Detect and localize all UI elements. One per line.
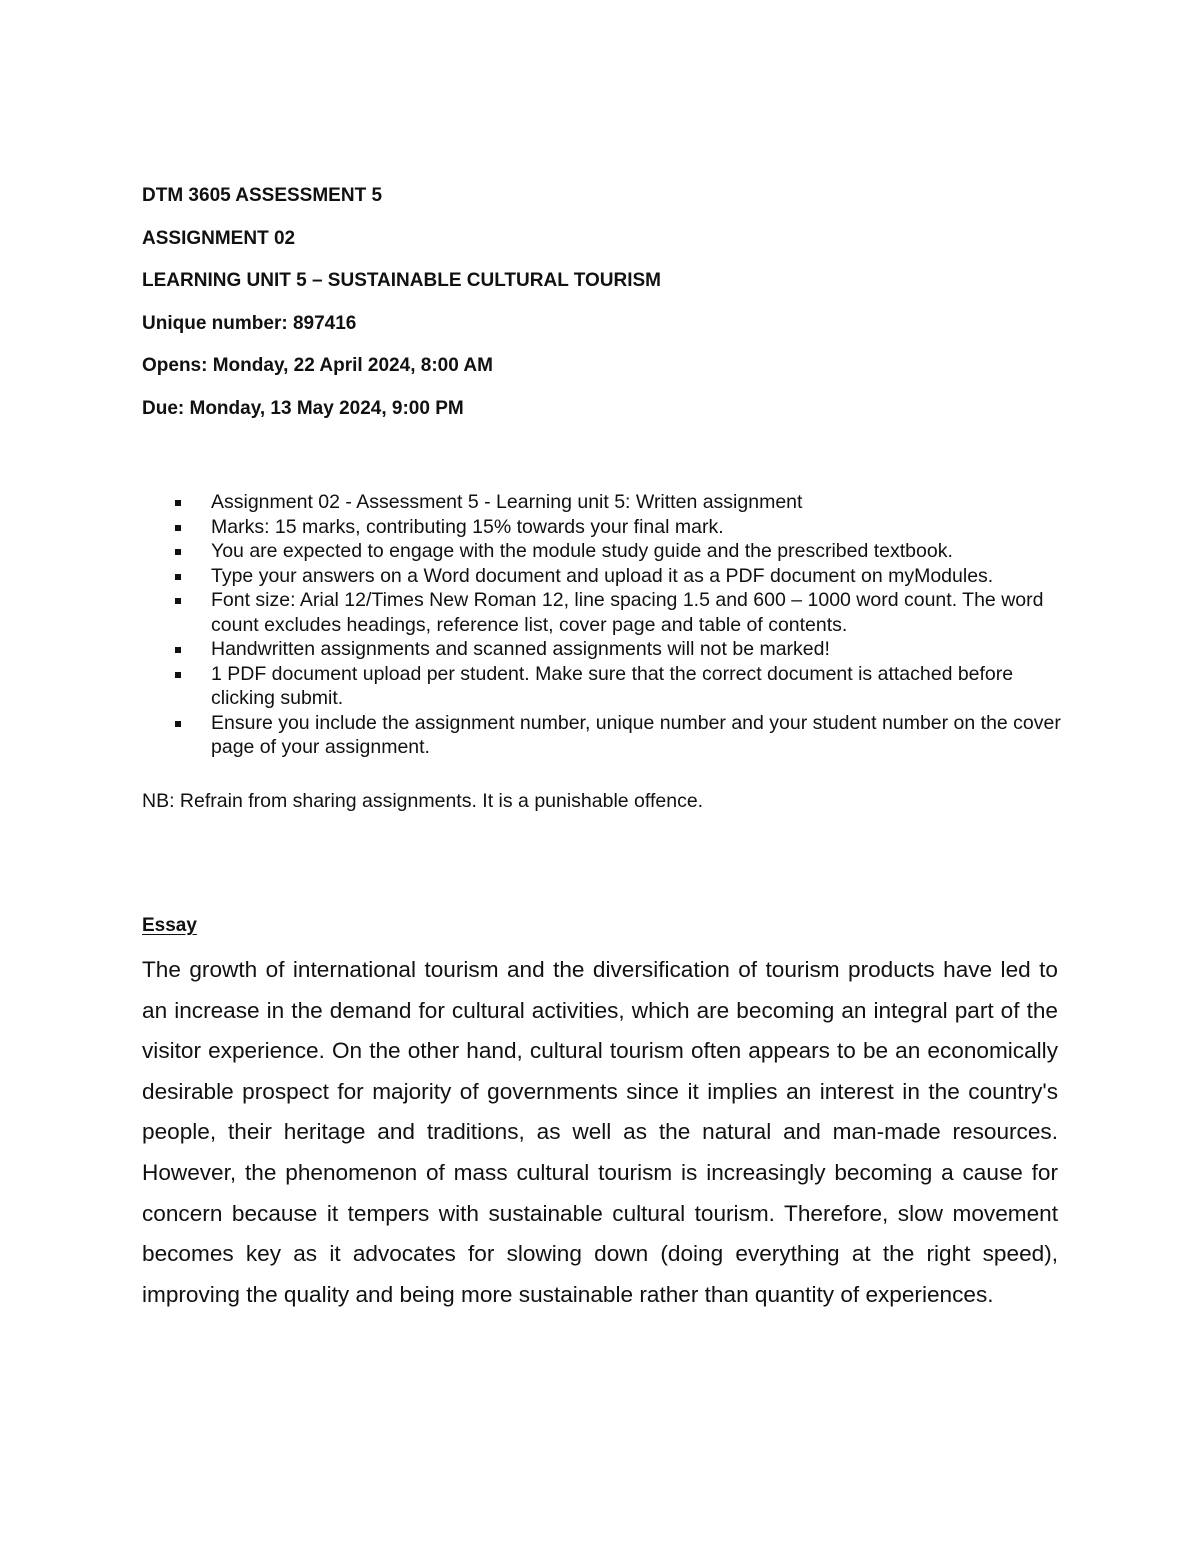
sharing-notice: NB: Refrain from sharing assignments. It is a punishable offence. xyxy=(142,790,704,812)
square-bullet-icon xyxy=(175,598,181,604)
square-bullet-icon xyxy=(175,672,181,678)
list-item xyxy=(142,637,1072,662)
list-item xyxy=(142,711,1072,760)
instruction-text: Marks: 15 marks, contributing 15% towards your final mark. xyxy=(211,515,724,538)
instruction-text: Ensure you include the assignment number, unique number and your student number on the cover page of your assignment. xyxy=(211,711,1061,758)
square-bullet-icon xyxy=(175,721,181,727)
due-date: Due: Monday, 13 May 2024, 9:00 PM xyxy=(142,397,464,419)
instruction-text: Handwritten assignments and scanned assignments will not be marked! xyxy=(211,638,830,660)
list-item xyxy=(142,515,1072,540)
list-item xyxy=(142,490,1072,515)
learning-unit-title: LEARNING UNIT 5 – SUSTAINABLE CULTURAL TOURISM xyxy=(142,270,661,291)
assessment-header xyxy=(142,183,1062,438)
instruction-text: Type your answers on a Word document and upload it as a PDF document on myModules. xyxy=(211,564,994,587)
instruction-text: Assignment 02 - Assessment 5 - Learning unit 5: Written assignment xyxy=(211,491,803,513)
square-bullet-icon xyxy=(175,549,181,555)
list-item xyxy=(142,662,1072,711)
essay-paragraph: The growth of international tourism and the diversification of tourism products have led to an increase in the demand for cultural activities, which are becoming an integral part of the visitor experience. On the other hand, cultural tourism often appears to be an economically desirable prospect for majority of governments since it implies an interest in the country's people, their heritage and traditions, as well as the natural and man-made resources. However, the phenomenon of mass cultural tourism is increasingly becoming a cause for concern because it tempers with sustainable cultural tourism. Therefore, slow movement becomes key as it advocates for slowing down (doing everything at the right speed), improving the quality and being more sustainable rather than quantity of experiences. xyxy=(142,957,1058,1307)
square-bullet-icon xyxy=(175,574,181,580)
unique-number: Unique number: 897416 xyxy=(142,312,357,334)
square-bullet-icon xyxy=(175,525,181,531)
instruction-text: You are expected to engage with the module study guide and the prescribed textbook. xyxy=(211,540,953,562)
square-bullet-icon xyxy=(175,647,181,653)
list-item xyxy=(142,564,1072,589)
instruction-text: Font size: Arial 12/Times New Roman 12, line spacing 1.5 and 600 – 1000 word count. The word count excludes headings, reference list, cover page and table of contents. xyxy=(211,589,1044,636)
assignment-title: ASSIGNMENT 02 xyxy=(142,227,296,249)
module-assessment-title: DTM 3605 ASSESSMENT 5 xyxy=(142,185,383,206)
instruction-list xyxy=(142,490,1072,760)
opens-date: Opens: Monday, 22 April 2024, 8:00 AM xyxy=(142,355,493,376)
list-item xyxy=(142,588,1072,637)
instruction-text: 1 PDF document upload per student. Make sure that the correct document is attached before clicking submit. xyxy=(211,662,1014,709)
square-bullet-icon xyxy=(175,500,181,506)
list-item xyxy=(142,539,1072,564)
essay-heading: Essay xyxy=(142,915,197,936)
